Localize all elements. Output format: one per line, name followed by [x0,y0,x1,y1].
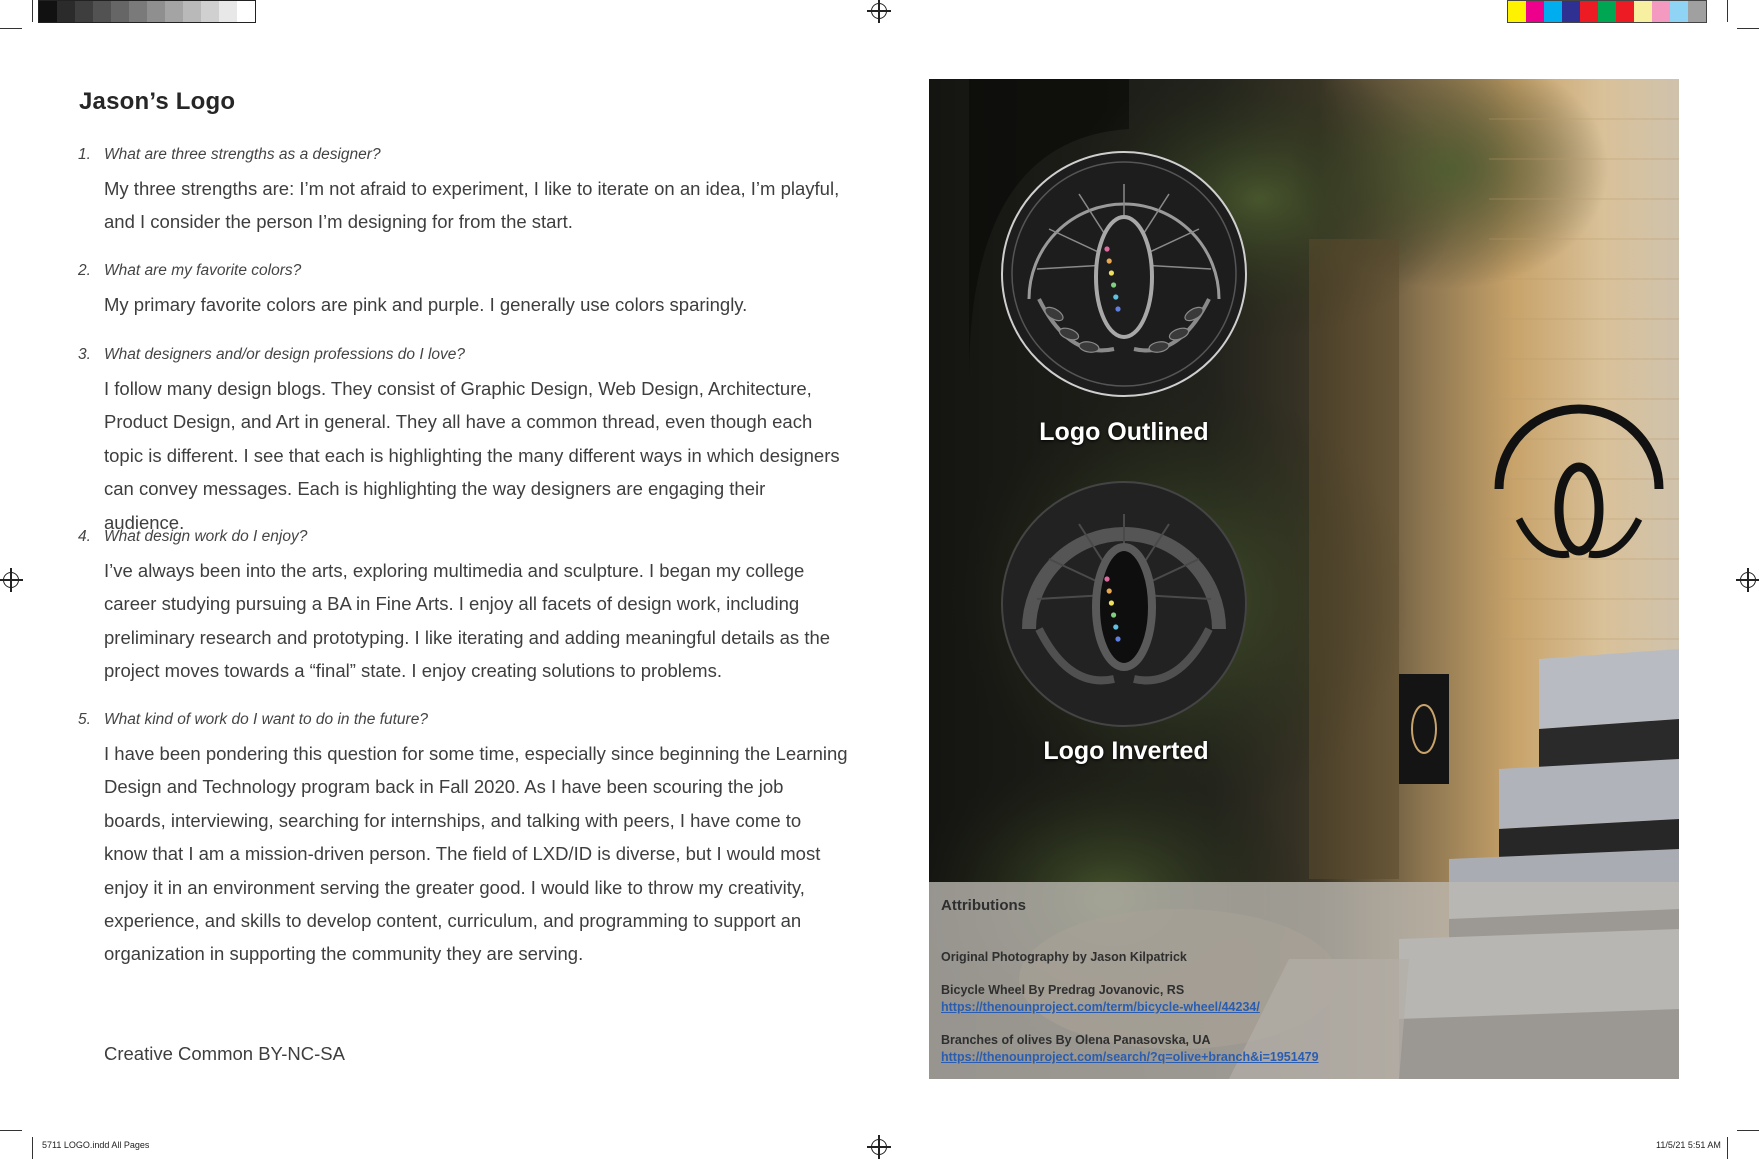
wheel-link[interactable]: https://thenounproject.com/term/bicycle-wheel/44234/ [941,1000,1260,1014]
grayscale-bar [38,0,256,23]
color-swatch [1652,1,1670,22]
color-swatch [1688,1,1706,22]
spine-dot [1111,612,1116,617]
gray-swatch [93,1,111,22]
gray-swatch [183,1,201,22]
question: 3. What designers and/or design professions do I love? [78,346,466,363]
answer: I follow many design blogs. They consist of Graphic Design, Web Design, Architecture, Product Design, and Art in general. They all have a common thread, even though each topic is different. I see that each is highlighting the many different ways in which designers can convey messages. Each is highlighting the way designers are engaging their audience. [104,378,840,533]
gray-swatch [129,1,147,22]
qa-item-5 [78,709,848,971]
qa-item-1 [78,144,848,239]
color-swatch [1526,1,1544,22]
color-swatch [1562,1,1580,22]
answer: My three strengths are: I’m not afraid to experiment, I like to iterate on an idea, I’m playful, and I consider the person I’m designing for from the start. [104,178,840,233]
spine-dot [1107,258,1112,263]
color-swatch [1598,1,1616,22]
qa-item-4 [78,526,848,688]
color-swatch [1670,1,1688,22]
crop-mark [1737,28,1759,29]
qa-item-3 [78,344,848,539]
gray-swatch [75,1,93,22]
registration-mark-right [1740,572,1756,588]
logo-inverted [999,479,1249,729]
question: 1. What are three strengths as a designer? [78,146,381,163]
olive-link[interactable]: https://thenounproject.com/search/?q=olive+branch&i=1951479 [941,1050,1319,1064]
spine-dot [1109,600,1114,605]
spine-dot [1115,306,1120,311]
gray-swatch [219,1,237,22]
spine-dot [1113,624,1118,629]
color-swatch [1544,1,1562,22]
gray-swatch [111,1,129,22]
slug-date: 11/5/21 5:51 AM [1656,1140,1721,1150]
color-swatch [1616,1,1634,22]
color-swatch [1634,1,1652,22]
wheel-credit: Bicycle Wheel By Predrag Jovanovic, RS [941,983,1185,997]
spine-dot [1111,282,1116,287]
olive-credit: Branches of olives By Olena Panasovska, UA [941,1033,1211,1047]
caption-logo-inverted: Logo Inverted [1043,737,1209,765]
wall-logo [1499,409,1659,555]
spine-dot [1104,246,1109,251]
crop-mark [32,0,33,22]
page-title: Jason’s Logo [79,88,236,115]
registration-mark-bottom [871,1139,887,1155]
spine-dot [1109,270,1114,275]
photography-credit: Original Photography by Jason Kilpatrick [941,950,1187,964]
answer: I have been pondering this question for some time, especially since beginning the Learning Design and Technology program back in Fall 2020. As I have been scouring the job boards, interviewing, searching for internships, and talking with peers, I have come to know that I am a mission-driven person. The field of LXD/ID is diverse, but I would most enjoy it in an environment serving the greater good. I would like to throw my creativity, experience, and skills to develop content, curriculum, and programming to support an organization in supporting the community they are serving. [104,743,848,965]
spine-dot [1104,576,1109,581]
color-swatch [1508,1,1526,22]
crop-mark [0,1130,22,1131]
color-swatch [1580,1,1598,22]
color-bar [1507,0,1707,23]
attributions-title: Attributions [941,897,1026,914]
crop-mark [1737,1130,1759,1131]
question: 5. What kind of work do I want to do in the future? [78,711,428,728]
gray-swatch [147,1,165,22]
registration-mark-left [3,572,19,588]
spine-dot [1107,588,1112,593]
answer: My primary favorite colors are pink and purple. I generally use colors sparingly. [104,294,748,315]
crop-mark [1727,0,1728,22]
logo-outlined [999,149,1249,399]
gray-swatch [39,1,57,22]
question: 4. What design work do I enjoy? [78,528,308,545]
gray-swatch [201,1,219,22]
question: 2. What are my favorite colors? [78,262,302,279]
gray-swatch [237,1,255,22]
crop-mark [1727,1137,1728,1159]
gray-swatch [57,1,75,22]
crop-mark [0,28,22,29]
qa-item-2 [78,260,848,321]
spine-dot [1113,294,1118,299]
registration-mark-top [871,3,887,19]
answer: I’ve always been into the arts, exploring multimedia and sculpture. I began my college career studying pursuing a BA in Fine Arts. I enjoy all facets of design work, including preliminary research and prototyping. I like iterating and adding meaningful details as the project moves towards a “final” state. I enjoy creating solutions to problems. [104,560,831,682]
spine-dot [1115,636,1120,641]
slug-file: 5711 LOGO.indd All Pages [42,1140,150,1150]
caption-logo-outlined: Logo Outlined [1039,418,1209,446]
crop-mark [32,1137,33,1159]
license-text: Creative Common BY-NC-SA [104,1043,345,1064]
gray-swatch [165,1,183,22]
